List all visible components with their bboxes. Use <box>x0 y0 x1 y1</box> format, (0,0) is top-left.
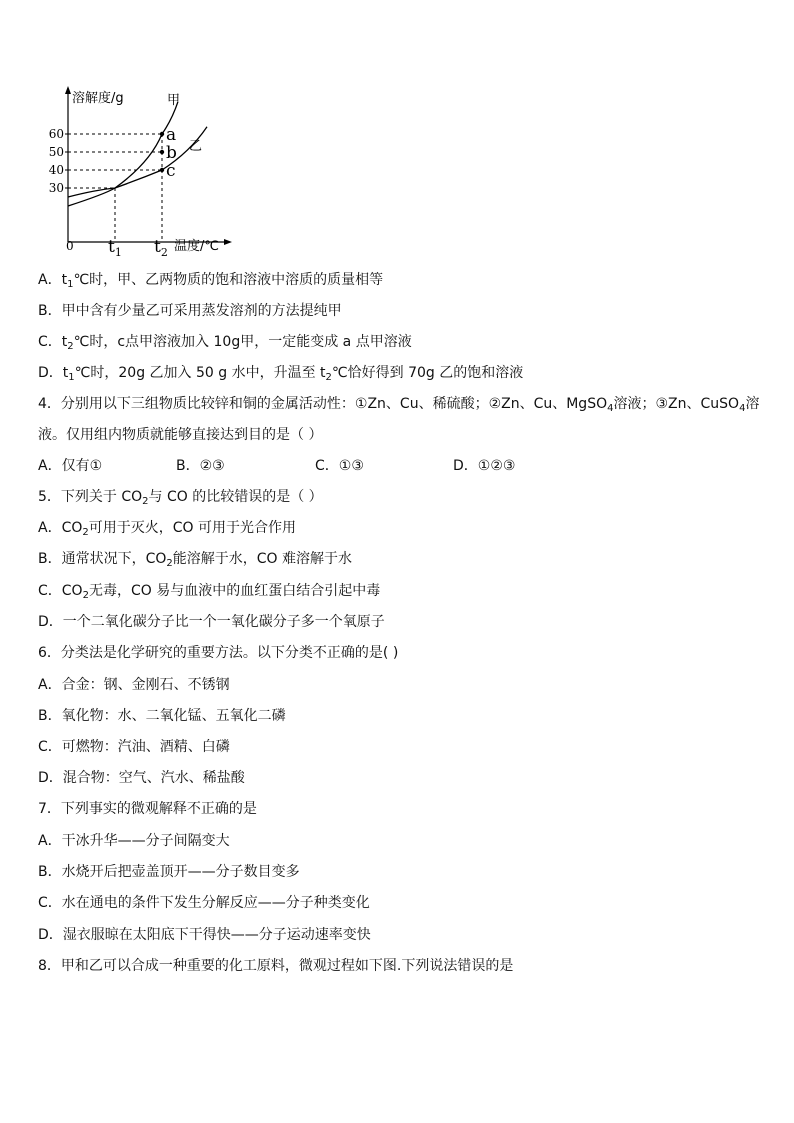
q5-option-d: D．一个二氧化碳分子比一个一氧化碳分子多一个氧原子 <box>38 614 385 630</box>
point-label-a: a <box>166 125 177 145</box>
series-label-jia: 甲 <box>167 93 181 108</box>
q6-option-a: A．合金：钢、金刚石、不锈钢 <box>38 677 230 693</box>
q4-option-c: C．①③ <box>315 458 364 474</box>
origin-label: 0 <box>66 239 74 253</box>
solubility-chart-svg <box>40 82 240 262</box>
series-label-yi: 乙 <box>189 139 203 154</box>
y-axis-arrow <box>65 86 71 94</box>
q3-option-c: C．$t_2℃$时，c点甲溶液加入 10g甲，一定能变成 a 点甲溶液 <box>38 334 412 352</box>
series-line-yi <box>68 127 207 197</box>
q6-option-d: D．混合物：空气、汽水、稀盐酸 <box>38 770 245 786</box>
q4-stem-line1: 4．分别用以下三组物质比较锌和铜的金属活动性：①Zn、Cu、稀硫酸；②Zn、Cu、MgSO$_4$溶液；③Zn、CuSO$_4$溶 <box>38 396 760 414</box>
q3-option-a: A．$t_1℃$时，甲、乙两物质的饱和溶液中溶质的质量相等 <box>38 272 384 290</box>
y-tick-label-50: 50 <box>48 145 64 159</box>
q4-option-b: B．②③ <box>176 458 225 474</box>
y-tick-label-60: 60 <box>48 127 64 141</box>
q6-option-b: B．氧化物：水、二氧化锰、五氧化二磷 <box>38 708 286 724</box>
point-b <box>160 150 164 154</box>
y-tick-label-30: 30 <box>48 181 64 195</box>
point-label-c: c <box>166 161 176 181</box>
q5-stem: 5．下列关于 $CO_2$与 CO 的比较错误的是（ ） <box>38 489 323 507</box>
x-axis-label: 温度/℃ <box>174 239 219 254</box>
q7-stem: 7．下列事实的微观解释不正确的是 <box>38 801 257 817</box>
q7-option-c: C．水在通电的条件下发生分解反应——分子种类变化 <box>38 895 370 911</box>
q7-option-d: D．湿衣服晾在太阳底下干得快——分子运动速率变快 <box>38 927 371 943</box>
q5-option-c: C．$CO_2$无毒，CO 易与血液中的血红蛋白结合引起中毒 <box>38 583 381 601</box>
x-axis-arrow <box>224 239 232 245</box>
q4-stem-line2: 液。仅用组内物质就能够直接达到目的是（ ） <box>38 427 323 443</box>
q3-option-b: B．甲中含有少量乙可采用蒸发溶剂的方法提纯甲 <box>38 303 342 319</box>
y-axis-label: 溶解度/g <box>72 91 124 106</box>
q6-option-c: C．可燃物：汽油、酒精、白磷 <box>38 739 230 755</box>
solubility-chart <box>40 82 240 262</box>
y-tick-label-40: 40 <box>48 163 64 177</box>
q5-option-b: B．通常状况下，$CO_2$能溶解于水，CO 难溶解于水 <box>38 551 353 569</box>
q7-option-b: B．水烧开后把壶盖顶开——分子数目变多 <box>38 864 300 880</box>
point-label-b: b <box>166 143 177 163</box>
q7-option-a: A．干冰升华——分子间隔变大 <box>38 833 230 849</box>
q8-stem: 8．甲和乙可以合成一种重要的化工原料，微观过程如下图.下列说法错误的是 <box>38 958 514 974</box>
x-tick-t1: $t_1$ <box>108 237 122 259</box>
q5-option-a: A．$CO_2$可用于灭火，CO 可用于光合作用 <box>38 520 296 538</box>
q4-option-a: A．仅有① <box>38 458 103 474</box>
point-c <box>160 168 164 172</box>
x-tick-t2: $t_2$ <box>154 237 168 259</box>
point-a <box>160 132 164 136</box>
q6-stem: 6．分类法是化学研究的重要方法。以下分类不正确的是( ) <box>38 645 399 661</box>
q4-option-d: D．①②③ <box>453 458 516 474</box>
q3-option-d: D．$t_1℃$时，20g 乙加入 50 g 水中，升温至 $t_2℃$恰好得到 70g 乙的饱和溶液 <box>38 365 524 383</box>
